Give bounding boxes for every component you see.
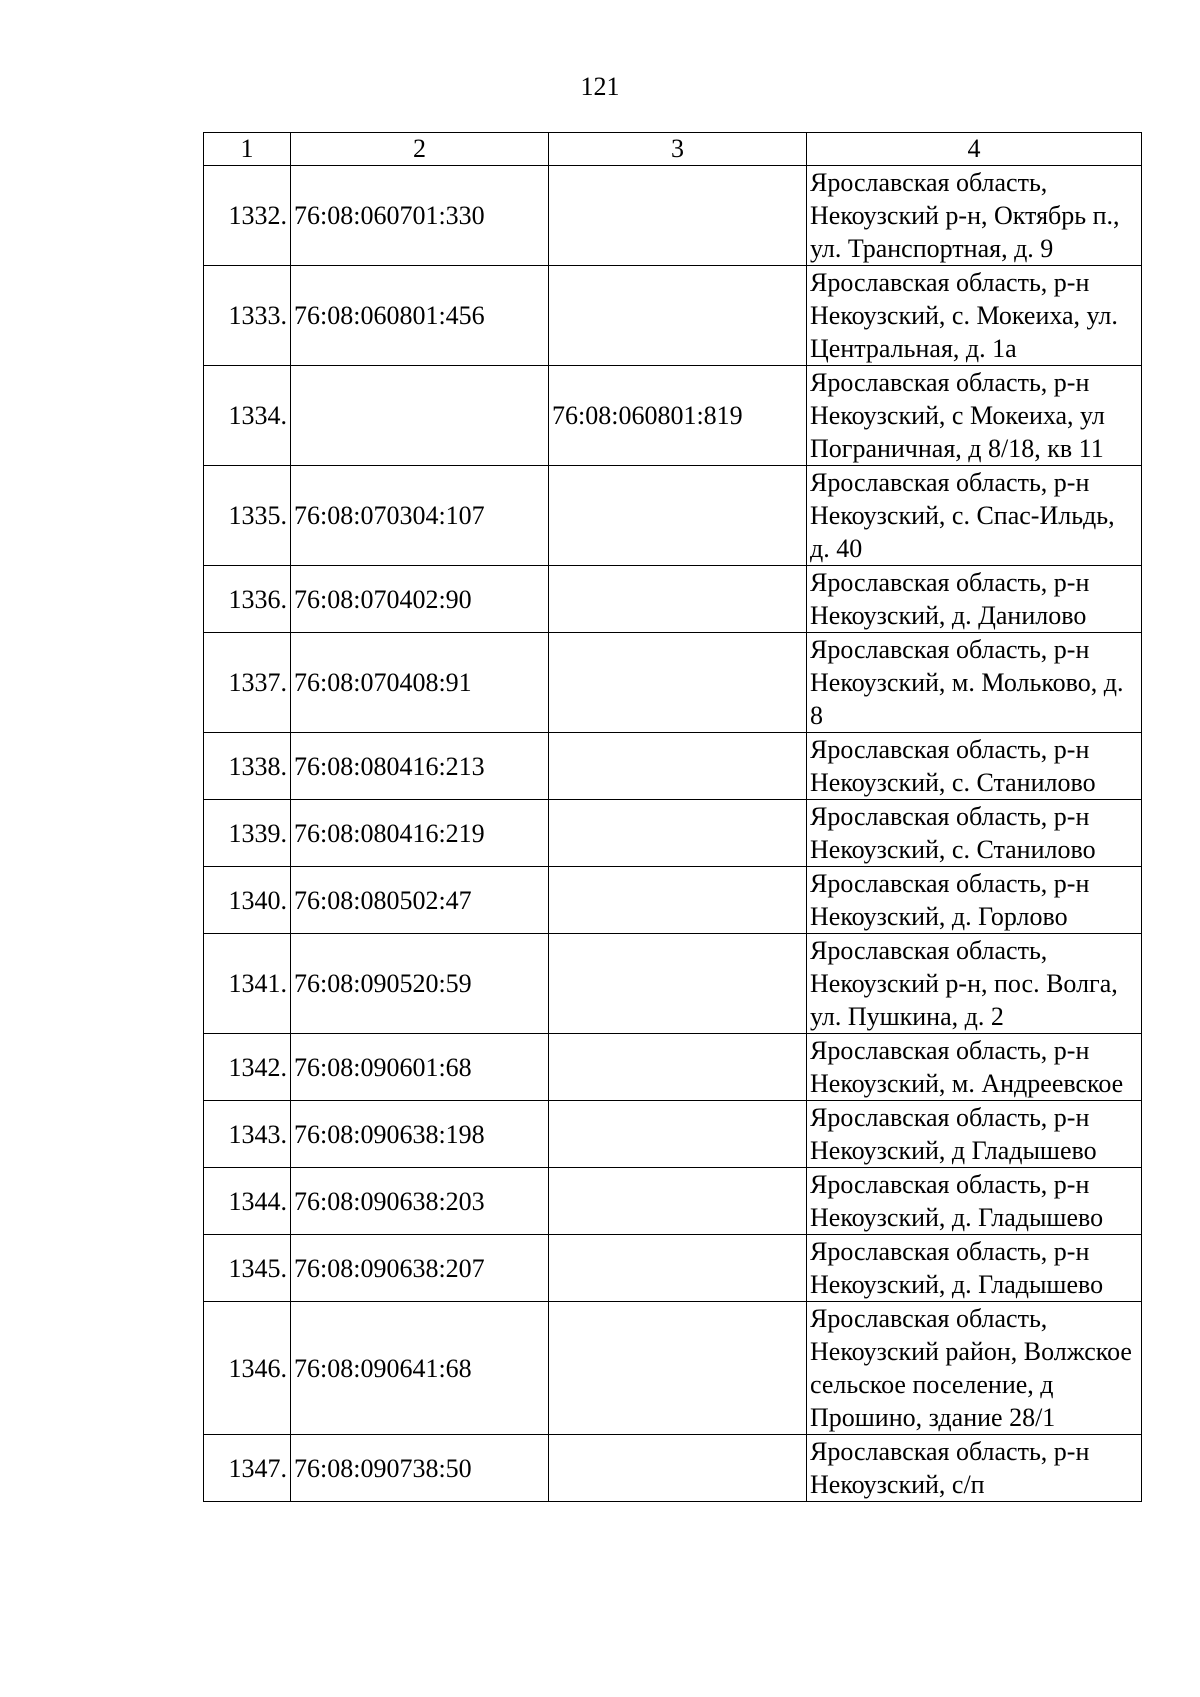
cadastral-number-alt-cell [549, 466, 807, 566]
column-header-2: 2 [291, 133, 549, 166]
cadastral-number-cell: 76:08:060801:456 [291, 266, 549, 366]
cadastral-number-cell [291, 366, 549, 466]
table-row [204, 1435, 1142, 1502]
table-row [204, 633, 1142, 733]
row-number-cell: 1337. [204, 633, 291, 733]
address-cell: Ярославская область, р-н Некоузский, с. Станилово [807, 800, 1142, 867]
table-row [204, 867, 1142, 934]
column-header-1: 1 [204, 133, 291, 166]
cadastral-number-cell: 76:08:070402:90 [291, 566, 549, 633]
cadastral-number-cell: 76:08:060701:330 [291, 166, 549, 266]
address-cell: Ярославская область, р-н Некоузский, с. Спас-Ильдь, д. 40 [807, 466, 1142, 566]
table-row [204, 1302, 1142, 1435]
header-row [204, 133, 1142, 166]
row-number-cell: 1339. [204, 800, 291, 867]
page-number: 121 [580, 72, 620, 101]
table-row [204, 1034, 1142, 1101]
cadastral-number-cell: 76:08:090641:68 [291, 1302, 549, 1435]
row-number-cell: 1334. [204, 366, 291, 466]
row-number-cell: 1340. [204, 867, 291, 934]
row-number-cell: 1346. [204, 1302, 291, 1435]
column-header-3: 3 [549, 133, 807, 166]
table-header [204, 133, 1142, 166]
registry-table [203, 132, 1142, 1502]
row-number-cell: 1332. [204, 166, 291, 266]
cadastral-number-alt-cell [549, 1235, 807, 1302]
row-number-cell: 1338. [204, 733, 291, 800]
table-row [204, 800, 1142, 867]
address-cell: Ярославская область, Некоузский р-н, пос. Волга, ул. Пушкина, д. 2 [807, 934, 1142, 1034]
cadastral-number-cell: 76:08:080502:47 [291, 867, 549, 934]
cadastral-number-cell: 76:08:090638:207 [291, 1235, 549, 1302]
cadastral-number-alt-cell [549, 166, 807, 266]
row-number-cell: 1335. [204, 466, 291, 566]
cadastral-number-cell: 76:08:080416:219 [291, 800, 549, 867]
cadastral-number-alt-cell [549, 266, 807, 366]
cadastral-number-alt-cell [549, 1302, 807, 1435]
row-number-cell: 1336. [204, 566, 291, 633]
table-row [204, 266, 1142, 366]
cadastral-number-cell: 76:08:070408:91 [291, 633, 549, 733]
row-number-cell: 1345. [204, 1235, 291, 1302]
address-cell: Ярославская область, Некоузский р-н, Октябрь п., ул. Транспортная, д. 9 [807, 166, 1142, 266]
row-number-cell: 1344. [204, 1168, 291, 1235]
cadastral-number-cell: 76:08:090638:198 [291, 1101, 549, 1168]
row-number-cell: 1333. [204, 266, 291, 366]
cadastral-number-cell: 76:08:090601:68 [291, 1034, 549, 1101]
cadastral-number-alt-cell [549, 934, 807, 1034]
table-row [204, 366, 1142, 466]
table-row [204, 166, 1142, 266]
table-row [204, 466, 1142, 566]
cadastral-number-alt-cell [549, 867, 807, 934]
cadastral-number-cell: 76:08:070304:107 [291, 466, 549, 566]
cadastral-number-cell: 76:08:080416:213 [291, 733, 549, 800]
cadastral-number-alt-cell [549, 1034, 807, 1101]
cadastral-number-alt-cell [549, 800, 807, 867]
cadastral-number-alt-cell: 76:08:060801:819 [549, 366, 807, 466]
row-number-cell: 1342. [204, 1034, 291, 1101]
cadastral-number-alt-cell [549, 633, 807, 733]
table-row [204, 733, 1142, 800]
address-cell: Ярославская область, р-н Некоузский, д. Данилово [807, 566, 1142, 633]
address-cell: Ярославская область, р-н Некоузский, д. Гладышево [807, 1168, 1142, 1235]
address-cell: Ярославская область, р-н Некоузский, с. Мокеиха, ул. Центральная, д. 1а [807, 266, 1142, 366]
address-cell: Ярославская область, Некоузский район, Волжское сельское поселение, д Прошино, здание 28/1 [807, 1302, 1142, 1435]
table-row [204, 1235, 1142, 1302]
table-row [204, 566, 1142, 633]
column-header-4: 4 [807, 133, 1142, 166]
cadastral-number-cell: 76:08:090738:50 [291, 1435, 549, 1502]
table-body [204, 166, 1142, 1502]
cadastral-number-alt-cell [549, 1168, 807, 1235]
table-row [204, 1168, 1142, 1235]
cadastral-number-cell: 76:08:090520:59 [291, 934, 549, 1034]
table-row [204, 934, 1142, 1034]
address-cell: Ярославская область, р-н Некоузский, м. Мольково, д. 8 [807, 633, 1142, 733]
cadastral-number-alt-cell [549, 733, 807, 800]
cadastral-number-alt-cell [549, 1435, 807, 1502]
address-cell: Ярославская область, р-н Некоузский, с Мокеиха, ул Пограничная, д 8/18, кв 11 [807, 366, 1142, 466]
table-row [204, 1101, 1142, 1168]
row-number-cell: 1343. [204, 1101, 291, 1168]
cadastral-number-alt-cell [549, 566, 807, 633]
address-cell: Ярославская область, р-н Некоузский, с/п [807, 1435, 1142, 1502]
row-number-cell: 1341. [204, 934, 291, 1034]
address-cell: Ярославская область, р-н Некоузский, д Гладышево [807, 1101, 1142, 1168]
address-cell: Ярославская область, р-н Некоузский, м. Андреевское [807, 1034, 1142, 1101]
address-cell: Ярославская область, р-н Некоузский, д. Горлово [807, 867, 1142, 934]
cadastral-number-cell: 76:08:090638:203 [291, 1168, 549, 1235]
cadastral-number-alt-cell [549, 1101, 807, 1168]
row-number-cell: 1347. [204, 1435, 291, 1502]
address-cell: Ярославская область, р-н Некоузский, д. Гладышево [807, 1235, 1142, 1302]
address-cell: Ярославская область, р-н Некоузский, с. Станилово [807, 733, 1142, 800]
